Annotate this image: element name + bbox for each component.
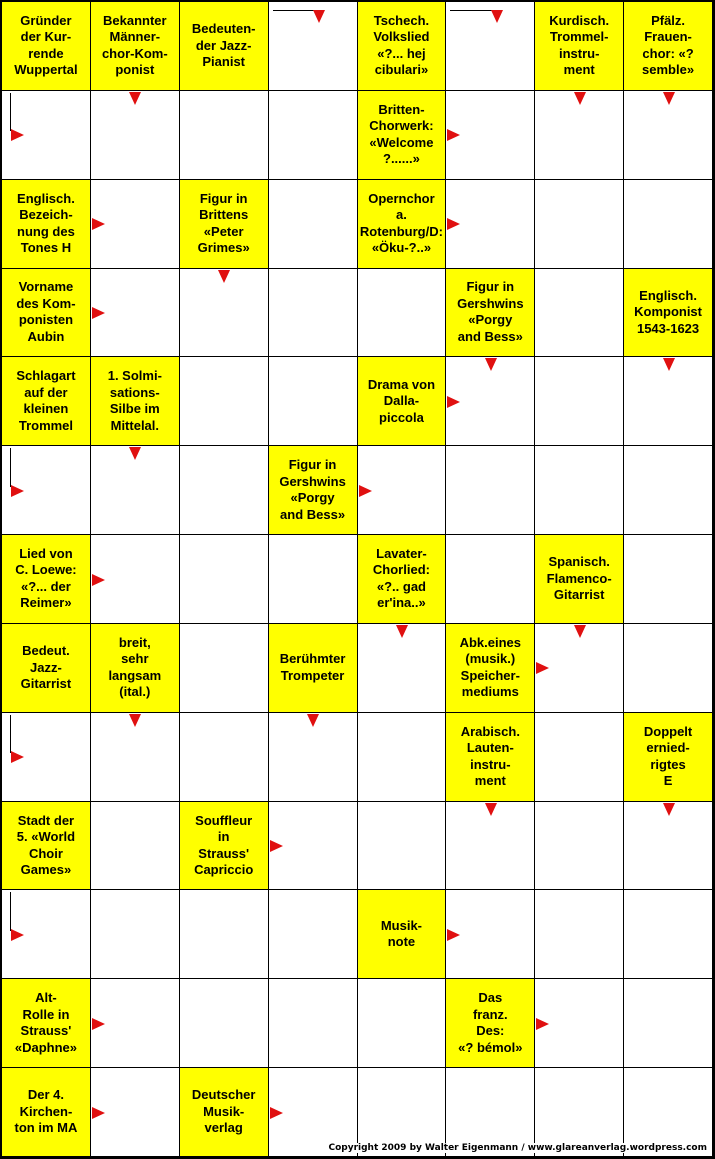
- clue-cell: Bedeut. Jazz- Gitarrist: [2, 624, 91, 713]
- arrow-right-icon: [270, 1107, 283, 1119]
- clue-cell: Figur in Gershwins «Porgy and Bess»: [446, 269, 535, 358]
- clue-cell: Opernchor a. Rotenburg/D: «Öku-?..»: [358, 180, 447, 269]
- arrow-right-icon: [447, 218, 460, 230]
- arrow-down-icon: [491, 10, 503, 23]
- arrow-right-icon: [92, 1107, 105, 1119]
- clue-cell: Gründer der Kur- rende Wuppertal: [2, 2, 91, 91]
- clue-cell: Britten- Chorwerk: «Welcome ?......»: [358, 91, 447, 180]
- answer-cell[interactable]: [446, 535, 535, 624]
- arrow-right-icon: [11, 929, 24, 941]
- answer-cell[interactable]: [624, 446, 713, 535]
- arrow-right-icon: [536, 662, 549, 674]
- clue-cell: Tschech. Volkslied «?... hej cibulari»: [358, 2, 447, 91]
- answer-cell[interactable]: [180, 91, 269, 180]
- answer-cell[interactable]: [180, 624, 269, 713]
- clue-cell: Alt- Rolle in Strauss' «Daphne»: [2, 979, 91, 1068]
- clue-cell: Englisch. Komponist 1543-1623: [624, 269, 713, 358]
- answer-cell[interactable]: [269, 180, 358, 269]
- clue-cell: Drama von Dalla- piccola: [358, 357, 447, 446]
- answer-cell[interactable]: [624, 535, 713, 624]
- answer-cell[interactable]: [535, 269, 624, 358]
- answer-cell[interactable]: [535, 802, 624, 891]
- answer-cell[interactable]: [269, 535, 358, 624]
- arrow-down-icon: [129, 714, 141, 727]
- clue-cell: Spanisch. Flamenco- Gitarrist: [535, 535, 624, 624]
- arrow-stem-line: [10, 93, 11, 131]
- arrow-down-icon: [663, 92, 675, 105]
- arrow-down-icon: [574, 625, 586, 638]
- answer-cell[interactable]: [91, 890, 180, 979]
- clue-cell: Deutscher Musik- verlag: [180, 1068, 269, 1157]
- arrow-down-icon: [574, 92, 586, 105]
- arrow-right-icon: [447, 129, 460, 141]
- clue-cell: breit, sehr langsam (ital.): [91, 624, 180, 713]
- clue-cell: Berühmter Trompeter: [269, 624, 358, 713]
- arrow-right-icon: [92, 307, 105, 319]
- answer-cell[interactable]: [180, 713, 269, 802]
- answer-cell[interactable]: [180, 535, 269, 624]
- arrow-down-icon: [485, 358, 497, 371]
- clue-cell: Abk.eines (musik.) Speicher- mediums: [446, 624, 535, 713]
- clue-cell: Englisch. Bezeich- nung des Tones H: [2, 180, 91, 269]
- arrow-down-icon: [129, 92, 141, 105]
- answer-cell[interactable]: [269, 979, 358, 1068]
- answer-cell[interactable]: [358, 269, 447, 358]
- clue-cell: Vorname des Kom- ponisten Aubin: [2, 269, 91, 358]
- arrow-right-icon: [92, 1018, 105, 1030]
- arrow-stem-line: [10, 892, 11, 930]
- answer-cell[interactable]: [180, 357, 269, 446]
- answer-cell[interactable]: [446, 446, 535, 535]
- answer-cell[interactable]: [535, 713, 624, 802]
- clue-cell: Kurdisch. Trommel- instru- ment: [535, 2, 624, 91]
- arrow-right-icon: [92, 218, 105, 230]
- answer-cell[interactable]: [624, 979, 713, 1068]
- clue-cell: 1. Solmi- sations- Silbe im Mittelal.: [91, 357, 180, 446]
- clue-cell: Musik- note: [358, 890, 447, 979]
- answer-cell[interactable]: [535, 890, 624, 979]
- arrow-down-icon: [313, 10, 325, 23]
- clue-cell: Stadt der 5. «World Choir Games»: [2, 802, 91, 891]
- arrow-right-icon: [447, 929, 460, 941]
- copyright-notice: Copyright 2009 by Walter Eigenmann / www.glareanverlag.wordpress.com: [328, 1143, 707, 1153]
- arrow-down-icon: [663, 803, 675, 816]
- answer-cell[interactable]: [269, 91, 358, 180]
- arrow-right-icon: [270, 840, 283, 852]
- answer-cell[interactable]: [180, 890, 269, 979]
- clue-cell: Bekannter Männer- chor-Kom- ponist: [91, 2, 180, 91]
- arrow-down-icon: [396, 625, 408, 638]
- answer-cell[interactable]: [91, 802, 180, 891]
- arrow-stem-line: [10, 448, 11, 486]
- arrow-right-icon: [92, 574, 105, 586]
- arrow-right-icon: [11, 485, 24, 497]
- answer-cell[interactable]: [180, 979, 269, 1068]
- arrow-down-icon: [485, 803, 497, 816]
- answer-cell[interactable]: [269, 357, 358, 446]
- clue-cell: Arabisch. Lauten- instru- ment: [446, 713, 535, 802]
- answer-cell[interactable]: [535, 357, 624, 446]
- answer-cell[interactable]: [358, 713, 447, 802]
- answer-cell[interactable]: [358, 979, 447, 1068]
- answer-cell[interactable]: [624, 890, 713, 979]
- arrow-down-icon: [218, 270, 230, 283]
- clue-cell: Lied von C. Loewe: «?... der Reimer»: [2, 535, 91, 624]
- answer-cell[interactable]: [180, 446, 269, 535]
- clue-cell: Souffleur in Strauss' Capriccio: [180, 802, 269, 891]
- arrow-right-icon: [11, 129, 24, 141]
- arrow-right-icon: [447, 396, 460, 408]
- clue-cell: Figur in Gershwins «Porgy and Bess»: [269, 446, 358, 535]
- arrow-right-icon: [359, 485, 372, 497]
- answer-cell[interactable]: [535, 446, 624, 535]
- arrow-right-icon: [536, 1018, 549, 1030]
- clue-cell: Figur in Brittens «Peter Grimes»: [180, 180, 269, 269]
- clue-cell: Der 4. Kirchen- ton im MA: [2, 1068, 91, 1157]
- clue-cell: Das franz. Des: «? bémol»: [446, 979, 535, 1068]
- clue-cell: Bedeuten- der Jazz- Pianist: [180, 2, 269, 91]
- answer-cell[interactable]: [269, 269, 358, 358]
- clue-cell: Lavater- Chorlied: «?.. gad er'ina..»: [358, 535, 447, 624]
- answer-cell[interactable]: [535, 180, 624, 269]
- answer-cell[interactable]: [358, 802, 447, 891]
- clue-cell: Doppelt ernied- rigtes E: [624, 713, 713, 802]
- arrow-down-icon: [663, 358, 675, 371]
- clue-cell: Pfälz. Frauen- chor: «? semble»: [624, 2, 713, 91]
- arrow-right-icon: [11, 751, 24, 763]
- arrow-down-icon: [307, 714, 319, 727]
- arrow-down-icon: [129, 447, 141, 460]
- answer-cell[interactable]: [624, 180, 713, 269]
- answer-cell[interactable]: [269, 890, 358, 979]
- answer-cell[interactable]: [624, 624, 713, 713]
- arrow-stem-line: [10, 715, 11, 753]
- clue-cell: Schlagart auf der kleinen Trommel: [2, 357, 91, 446]
